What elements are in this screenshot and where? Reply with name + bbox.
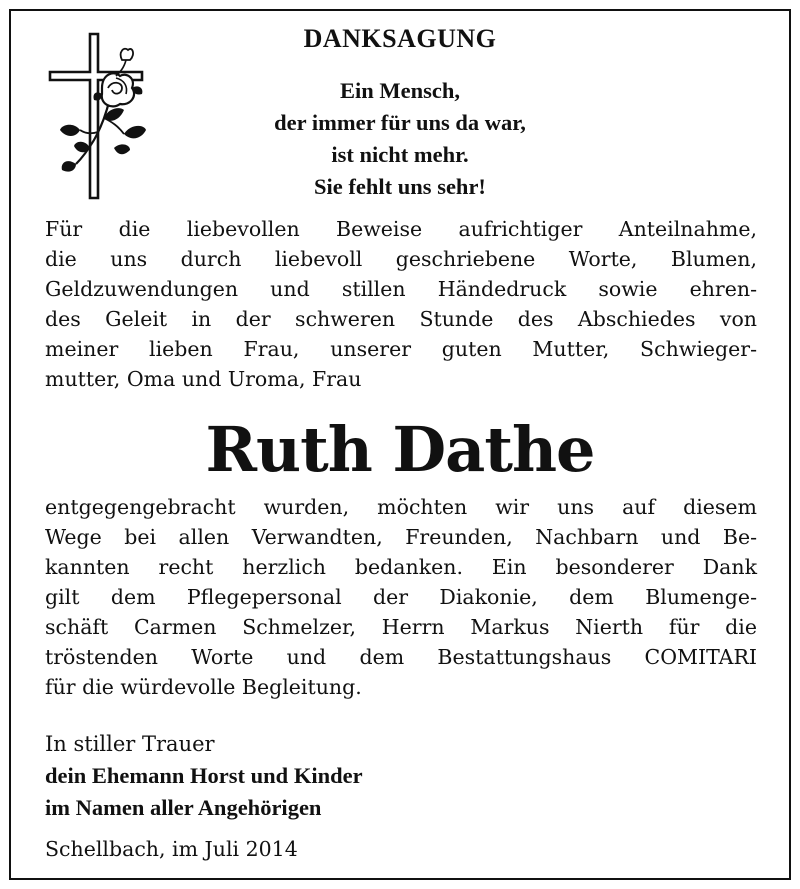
closing-phrase: In stiller Trauer (45, 732, 215, 756)
intro-line: des Geleit in der schweren Stunde des Abschiedes von (45, 307, 757, 331)
body-line: gilt dem Pflegepersonal der Diakonie, dem Blumenge- (45, 585, 757, 609)
verse-block (160, 75, 640, 203)
intro-line: die uns durch liebevoll geschriebene Worte, Blumen, (45, 247, 757, 271)
signature-line: im Namen aller Angehörigen (45, 795, 322, 820)
verse-line: ist nicht mehr. (331, 142, 469, 167)
body-paragraph (45, 492, 757, 702)
intro-line: Für die liebevollen Beweise aufrichtiger Anteilnahme, (45, 217, 757, 241)
body-line: entgegengebracht wurden, möchten wir uns auf diesem (45, 495, 757, 519)
deceased-name: Ruth Dathe (205, 413, 595, 486)
intro-line: Geldzuwendungen und stillen Händedruck sowie ehren- (45, 277, 757, 301)
body-line: tröstenden Worte und dem Bestattungshaus COMITARI (45, 645, 757, 669)
body-line: Wege bei allen Verwandten, Freunden, Nachbarn und Be- (45, 525, 757, 549)
closing-block (45, 728, 645, 824)
intro-line: meiner lieben Frau, unserer guten Mutter, Schwieger- (45, 337, 757, 361)
verse-line: Ein Mensch, (339, 78, 460, 103)
body-line: für die würdevolle Begleitung. (45, 675, 362, 699)
place-date: Schellbach, im Juli 2014 (45, 837, 298, 861)
verse-line: der immer für uns da war, (274, 110, 526, 135)
notice-heading: DANKSAGUNG (303, 24, 497, 53)
cross-with-rose-icon (46, 30, 150, 202)
verse-line: Sie fehlt uns sehr! (314, 174, 486, 199)
body-line: kannten recht herzlich bedanken. Ein besonderer Dank (45, 555, 757, 579)
body-line: schäft Carmen Schmelzer, Herrn Markus Nierth für die (45, 615, 757, 639)
signature-line: dein Ehemann Horst und Kinder (45, 763, 363, 788)
intro-paragraph (45, 214, 757, 394)
intro-line: mutter, Oma und Uroma, Frau (45, 367, 362, 391)
